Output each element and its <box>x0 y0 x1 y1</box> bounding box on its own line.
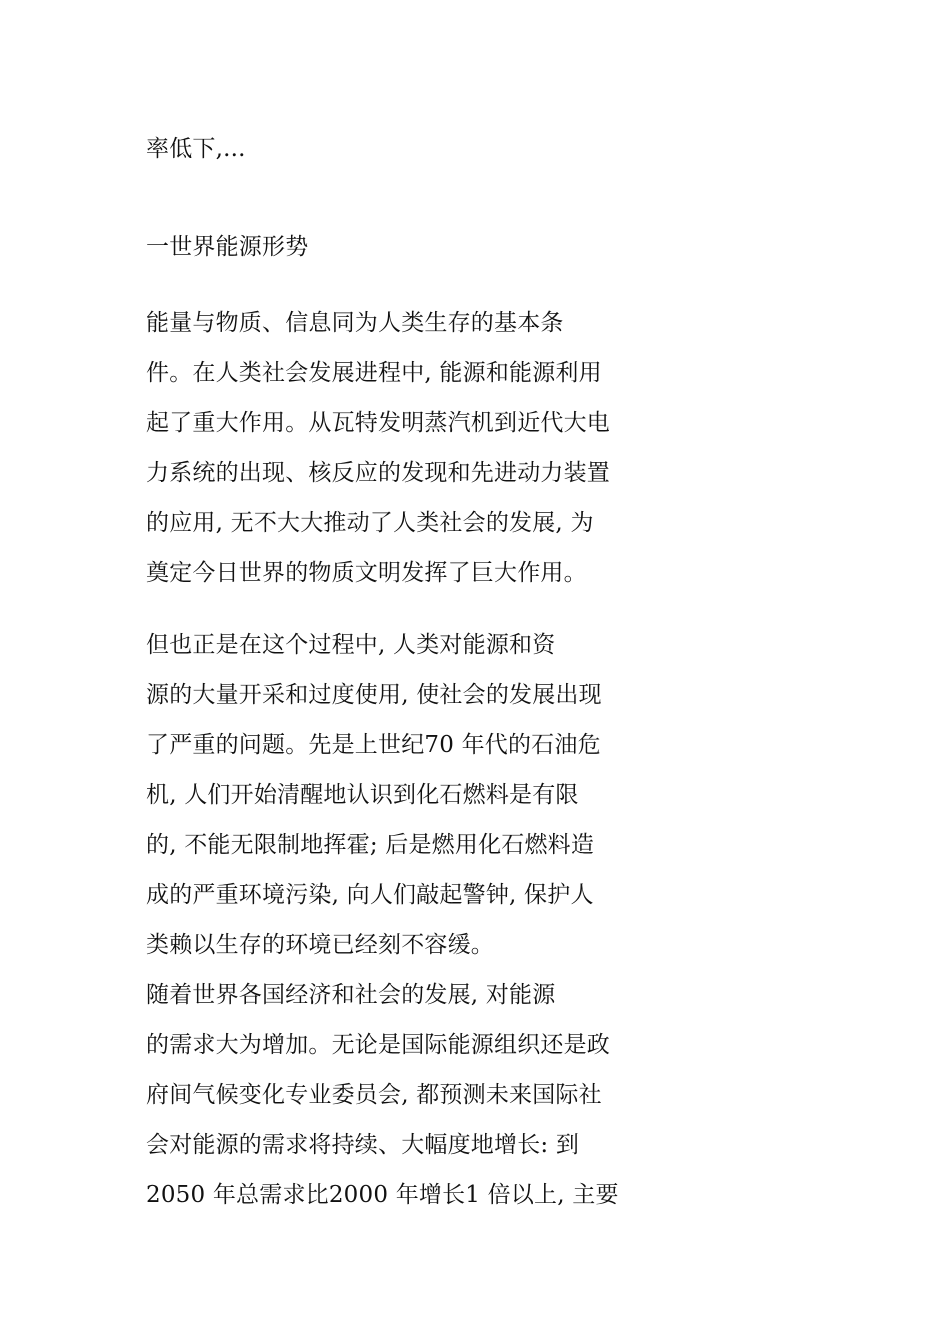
paragraph-line: 随着世界各国经济和社会的发展, 对能源 <box>146 982 556 1008</box>
paragraph-line: 的, 不能无限制地挥霍; 后是燃用化石燃料造 <box>146 832 595 858</box>
paragraph-line: 奠定今日世界的物质文明发挥了巨大作用。 <box>146 560 587 586</box>
paragraph-line: 府间气候变化专业委员会, 都预测未来国际社 <box>146 1082 602 1108</box>
paragraph-line: 源的大量开采和过度使用, 使社会的发展出现 <box>146 682 602 708</box>
paragraph-line: 了严重的问题。先是上世纪70 年代的石油危 <box>146 732 601 758</box>
paragraph-line: 会对能源的需求将持续、大幅度地增长: 到 <box>146 1132 580 1158</box>
heading-block <box>146 222 686 272</box>
paragraph-line: 件。在人类社会发展进程中, 能源和能源利用 <box>146 360 602 386</box>
paragraph-line: 能量与物质、信息同为人类生存的基本条 <box>146 310 564 336</box>
paragraph-line: 机, 人们开始清醒地认识到化石燃料是有限 <box>146 782 579 808</box>
paragraph-line: 成的严重环境污染, 向人们敲起警钟, 保护人 <box>146 882 594 908</box>
section-heading: 一世界能源形势 <box>146 234 309 260</box>
fragment-block <box>146 124 686 174</box>
paragraph-line: 但也正是在这个过程中, 人类对能源和资 <box>146 632 556 658</box>
paragraph-line: 的应用, 无不大大推动了人类社会的发展, 为 <box>146 510 594 536</box>
paragraph-line: 起了重大作用。从瓦特发明蒸汽机到近代大电 <box>146 410 610 436</box>
paragraph-line: 类赖以生存的环境已经刻不容缓。 <box>146 932 494 958</box>
paragraph-line: 力系统的出现、核反应的发现和先进动力装置 <box>146 460 610 486</box>
fragment-line: 率低下,... <box>146 136 246 162</box>
paragraph-2 <box>146 620 686 1220</box>
paragraph-line: 2050 年总需求比2000 年增长1 倍以上, 主要 <box>146 1182 619 1208</box>
paragraph-1 <box>146 298 686 598</box>
paragraph-line: 的需求大为增加。无论是国际能源组织还是政 <box>146 1032 610 1058</box>
